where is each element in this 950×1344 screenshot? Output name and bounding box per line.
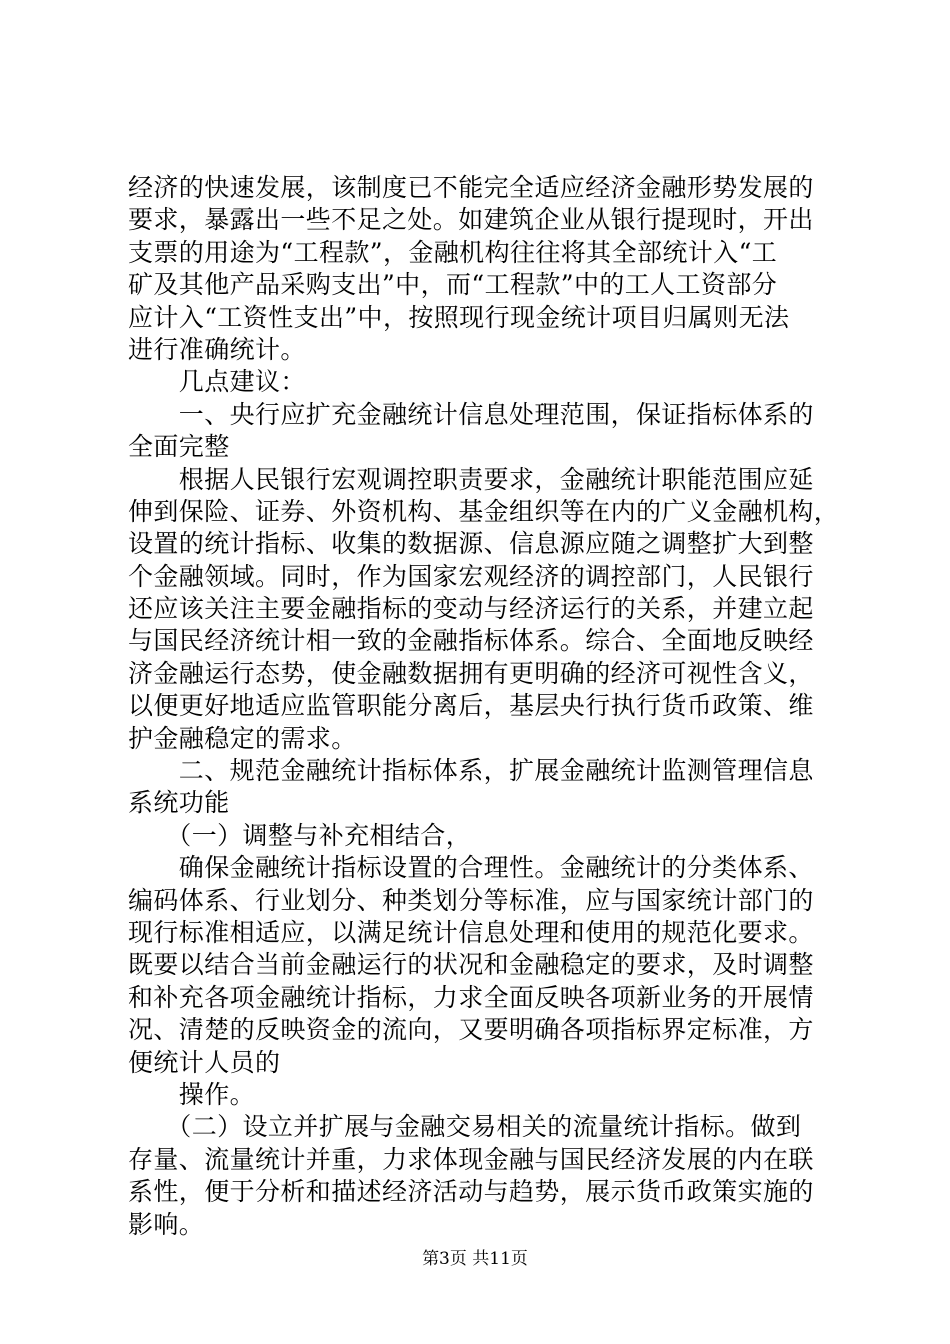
section-heading: 系统功能 <box>128 788 230 818</box>
text-line: 和补充各项金融统计指标，力求全面反映各项新业务的开展情 <box>128 982 814 1012</box>
section-heading: 几点建议： <box>128 367 306 397</box>
text-line: 支票的用途为“工程款”，金融机构往往将其全部统计入“工 <box>128 237 778 267</box>
text-line: 确保金融统计指标设置的合理性。金融统计的分类体系、 <box>128 853 814 883</box>
text-line: 经济的快速发展，该制度已不能完全适应经济金融形势发展的 <box>128 173 814 202</box>
subsection-heading: （二）设立并扩展与金融交易相关的流量统计指标。做到 <box>128 1112 802 1142</box>
text-line: 存量、流量统计并重，力求体现金融与国民经济发展的内在联 <box>128 1144 814 1174</box>
text-line: 编码体系、行业划分、种类划分等标准，应与国家统计部门的 <box>128 885 814 915</box>
text-line: 与国民经济统计相一致的金融指标体系。综合、全面地反映经 <box>128 626 814 656</box>
text-line: 影响。 <box>128 1209 205 1239</box>
text-line: 现行标准相适应，以满足统计信息处理和使用的规范化要求。 <box>128 917 814 947</box>
section-heading: 一、央行应扩充金融统计信息处理范围，保证指标体系的 <box>128 399 814 429</box>
text-line: 还应该关注主要金融指标的变动与经济运行的关系，并建立起 <box>128 594 814 624</box>
section-heading: 二、规范金融统计指标体系，扩展金融统计监测管理信息 <box>128 756 814 786</box>
text-line: 系性，便于分析和描述经济活动与趋势，展示货币政策实施的 <box>128 1177 814 1207</box>
text-line: 设置的统计指标、收集的数据源、信息源应随之调整扩大到整 <box>128 529 814 559</box>
page-number-footer: 第3页 共11页 <box>422 1249 528 1269</box>
subsection-heading: （一）调整与补充相结合， <box>128 820 472 850</box>
text-line: 操作。 <box>128 1079 256 1109</box>
text-line: 伸到保险、证券、外资机构、基金组织等在内的广义金融机构， <box>128 496 840 526</box>
text-line: 要求，暴露出一些不足之处。如建筑企业从银行提现时，开出 <box>128 205 814 235</box>
text-line: 况、清楚的反映资金的流向，又要明确各项指标界定标准，方 <box>128 1015 814 1045</box>
text-line: 进行准确统计。 <box>128 334 306 364</box>
text-line: 既要以结合当前金融运行的状况和金融稳定的要求，及时调整 <box>128 950 814 980</box>
text-line: 以便更好地适应监管职能分离后，基层央行执行货币政策、维 <box>128 691 814 721</box>
text-line: 便统计人员的 <box>128 1047 281 1077</box>
text-line: 护金融稳定的需求。 <box>128 723 357 753</box>
document-body <box>128 172 840 1241</box>
text-line: 矿及其他产品采购支出”中，而“工程款”中的工人工资部分 <box>128 270 778 300</box>
text-line: 济金融运行态势，使金融数据拥有更明确的经济可视性含义， <box>128 658 814 688</box>
section-heading: 全面完整 <box>128 432 230 462</box>
text-line: 个金融领域。同时，作为国家宏观经济的调控部门，人民银行 <box>128 561 814 591</box>
text-line: 根据人民银行宏观调控职责要求，金融统计职能范围应延 <box>128 464 814 494</box>
text-line: 应计入“工资性支出”中，按照现行现金统计项目归属则无法 <box>128 302 790 332</box>
